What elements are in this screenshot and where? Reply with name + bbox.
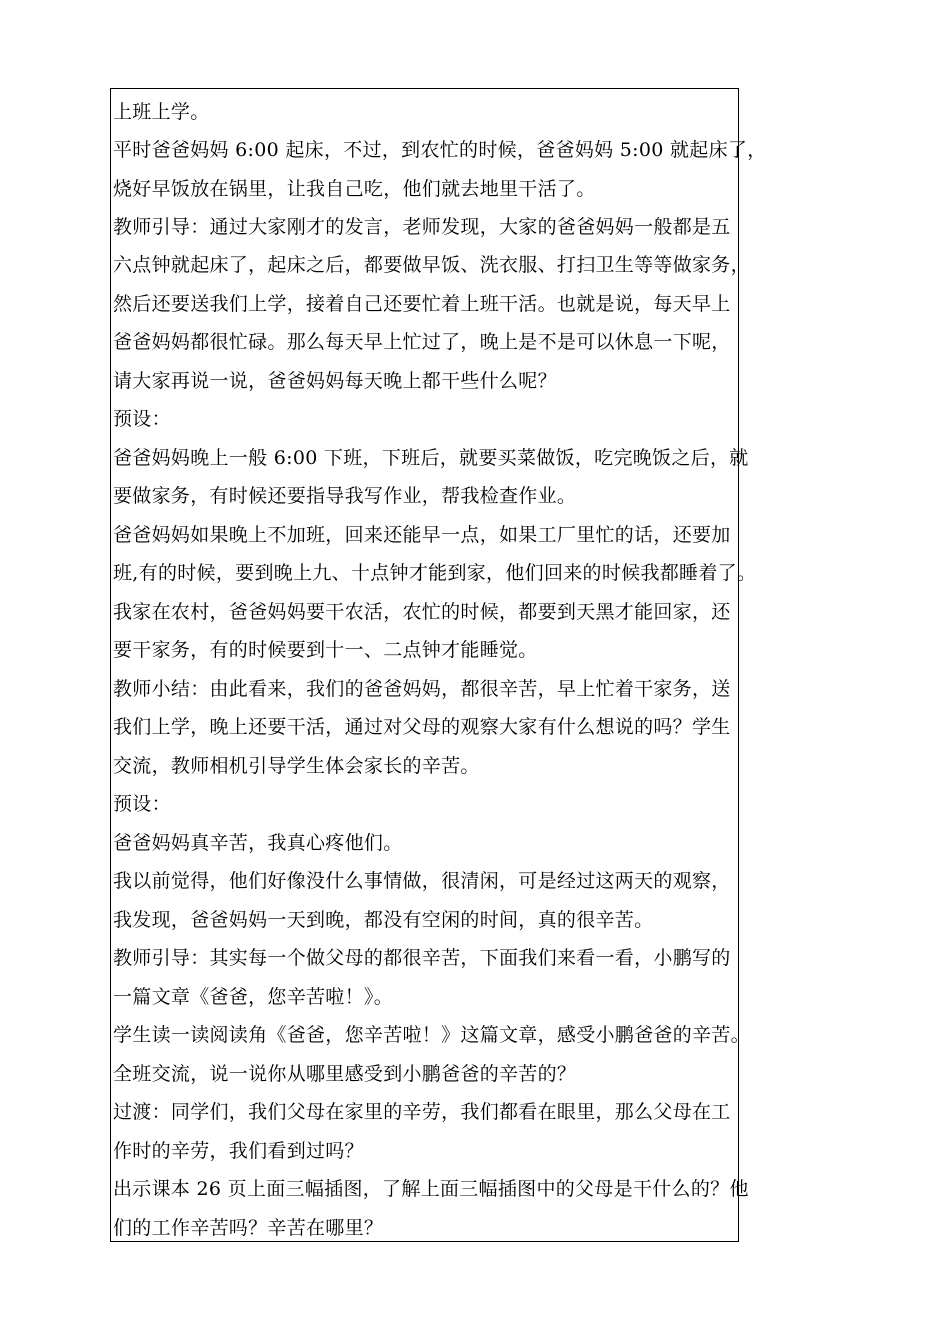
text-line: 全班交流，说一说你从哪里感受到小鹏爸爸的辛苦的？ [113, 1063, 577, 1085]
text-line: 学生读一读阅读角《爸爸，您辛苦啦！》这篇文章，感受小鹏爸爸的辛苦。 [113, 1024, 750, 1046]
text-line: 教师引导：通过大家刚才的发言，老师发现，大家的爸爸妈妈一般都是五 [113, 216, 731, 238]
text-line: 交流，教师相机引导学生体会家长的辛苦。 [113, 755, 480, 777]
text-line: 作时的辛劳，我们看到过吗？ [113, 1140, 364, 1162]
text-line: 们的工作辛苦吗？辛苦在哪里？ [113, 1217, 384, 1239]
text-line: 班,有的时候，要到晚上九、十点钟才能到家，他们回来的时候我都睡着了。 [113, 562, 757, 584]
text-line: 然后还要送我们上学，接着自己还要忙着上班干活。也就是说，每天早上 [113, 293, 731, 315]
text-line: 预设： [113, 408, 171, 430]
text-line: 平时爸爸妈妈 6:00 起床，不过，到农忙的时候，爸爸妈妈 5:00 就起床了， [113, 139, 767, 161]
text-line: 出示课本 26 页上面三幅插图，了解上面三幅插图中的父母是干什么的？他 [113, 1178, 749, 1200]
text-line: 我发现，爸爸妈妈一天到晚，都没有空闲的时间，真的很辛苦。 [113, 909, 654, 931]
text-line: 六点钟就起床了，起床之后，都要做早饭、洗衣服、打扫卫生等等做家务， [113, 254, 750, 276]
text-line: 爸爸妈妈都很忙碌。那么每天早上忙过了，晚上是不是可以休息一下呢， [113, 331, 731, 353]
text-line: 要做家务，有时候还要指导我写作业，帮我检查作业。 [113, 485, 577, 507]
text-line: 我以前觉得，他们好像没什么事情做，很清闲，可是经过这两天的观察， [113, 870, 731, 892]
text-line: 我家在农村，爸爸妈妈要干农活，农忙的时候，都要到天黑才能回家，还 [113, 601, 731, 623]
document-table-cell [110, 88, 767, 1242]
text-line: 过渡：同学们，我们父母在家里的辛劳，我们都看在眼里，那么父母在工 [113, 1101, 731, 1123]
text-line: 我们上学，晚上还要干活，通过对父母的观察大家有什么想说的吗？学生 [113, 716, 731, 738]
text-line: 要干家务，有的时候要到十一、二点钟才能睡觉。 [113, 639, 538, 661]
text-line: 烧好早饭放在锅里，让我自己吃，他们就去地里干活了。 [113, 178, 596, 200]
text-line: 上班上学。 [113, 101, 210, 123]
text-line: 教师小结：由此看来，我们的爸爸妈妈，都很辛苦，早上忙着干家务，送 [113, 678, 731, 700]
text-line: 一篇文章《爸爸，您辛苦啦！》。 [113, 986, 394, 1008]
text-line: 爸爸妈妈晚上一般 6:00 下班，下班后，就要买菜做饭，吃完晚饭之后，就 [113, 447, 749, 469]
text-line: 教师引导：其实每一个做父母的都很辛苦，下面我们来看一看，小鹏写的 [113, 947, 731, 969]
text-line: 请大家再说一说，爸爸妈妈每天晚上都干些什么呢？ [113, 370, 557, 392]
text-line: 预设： [113, 793, 171, 815]
text-line: 爸爸妈妈真辛苦，我真心疼他们。 [113, 832, 403, 854]
text-line: 爸爸妈妈如果晚上不加班，回来还能早一点，如果工厂里忙的话，还要加 [113, 524, 731, 546]
